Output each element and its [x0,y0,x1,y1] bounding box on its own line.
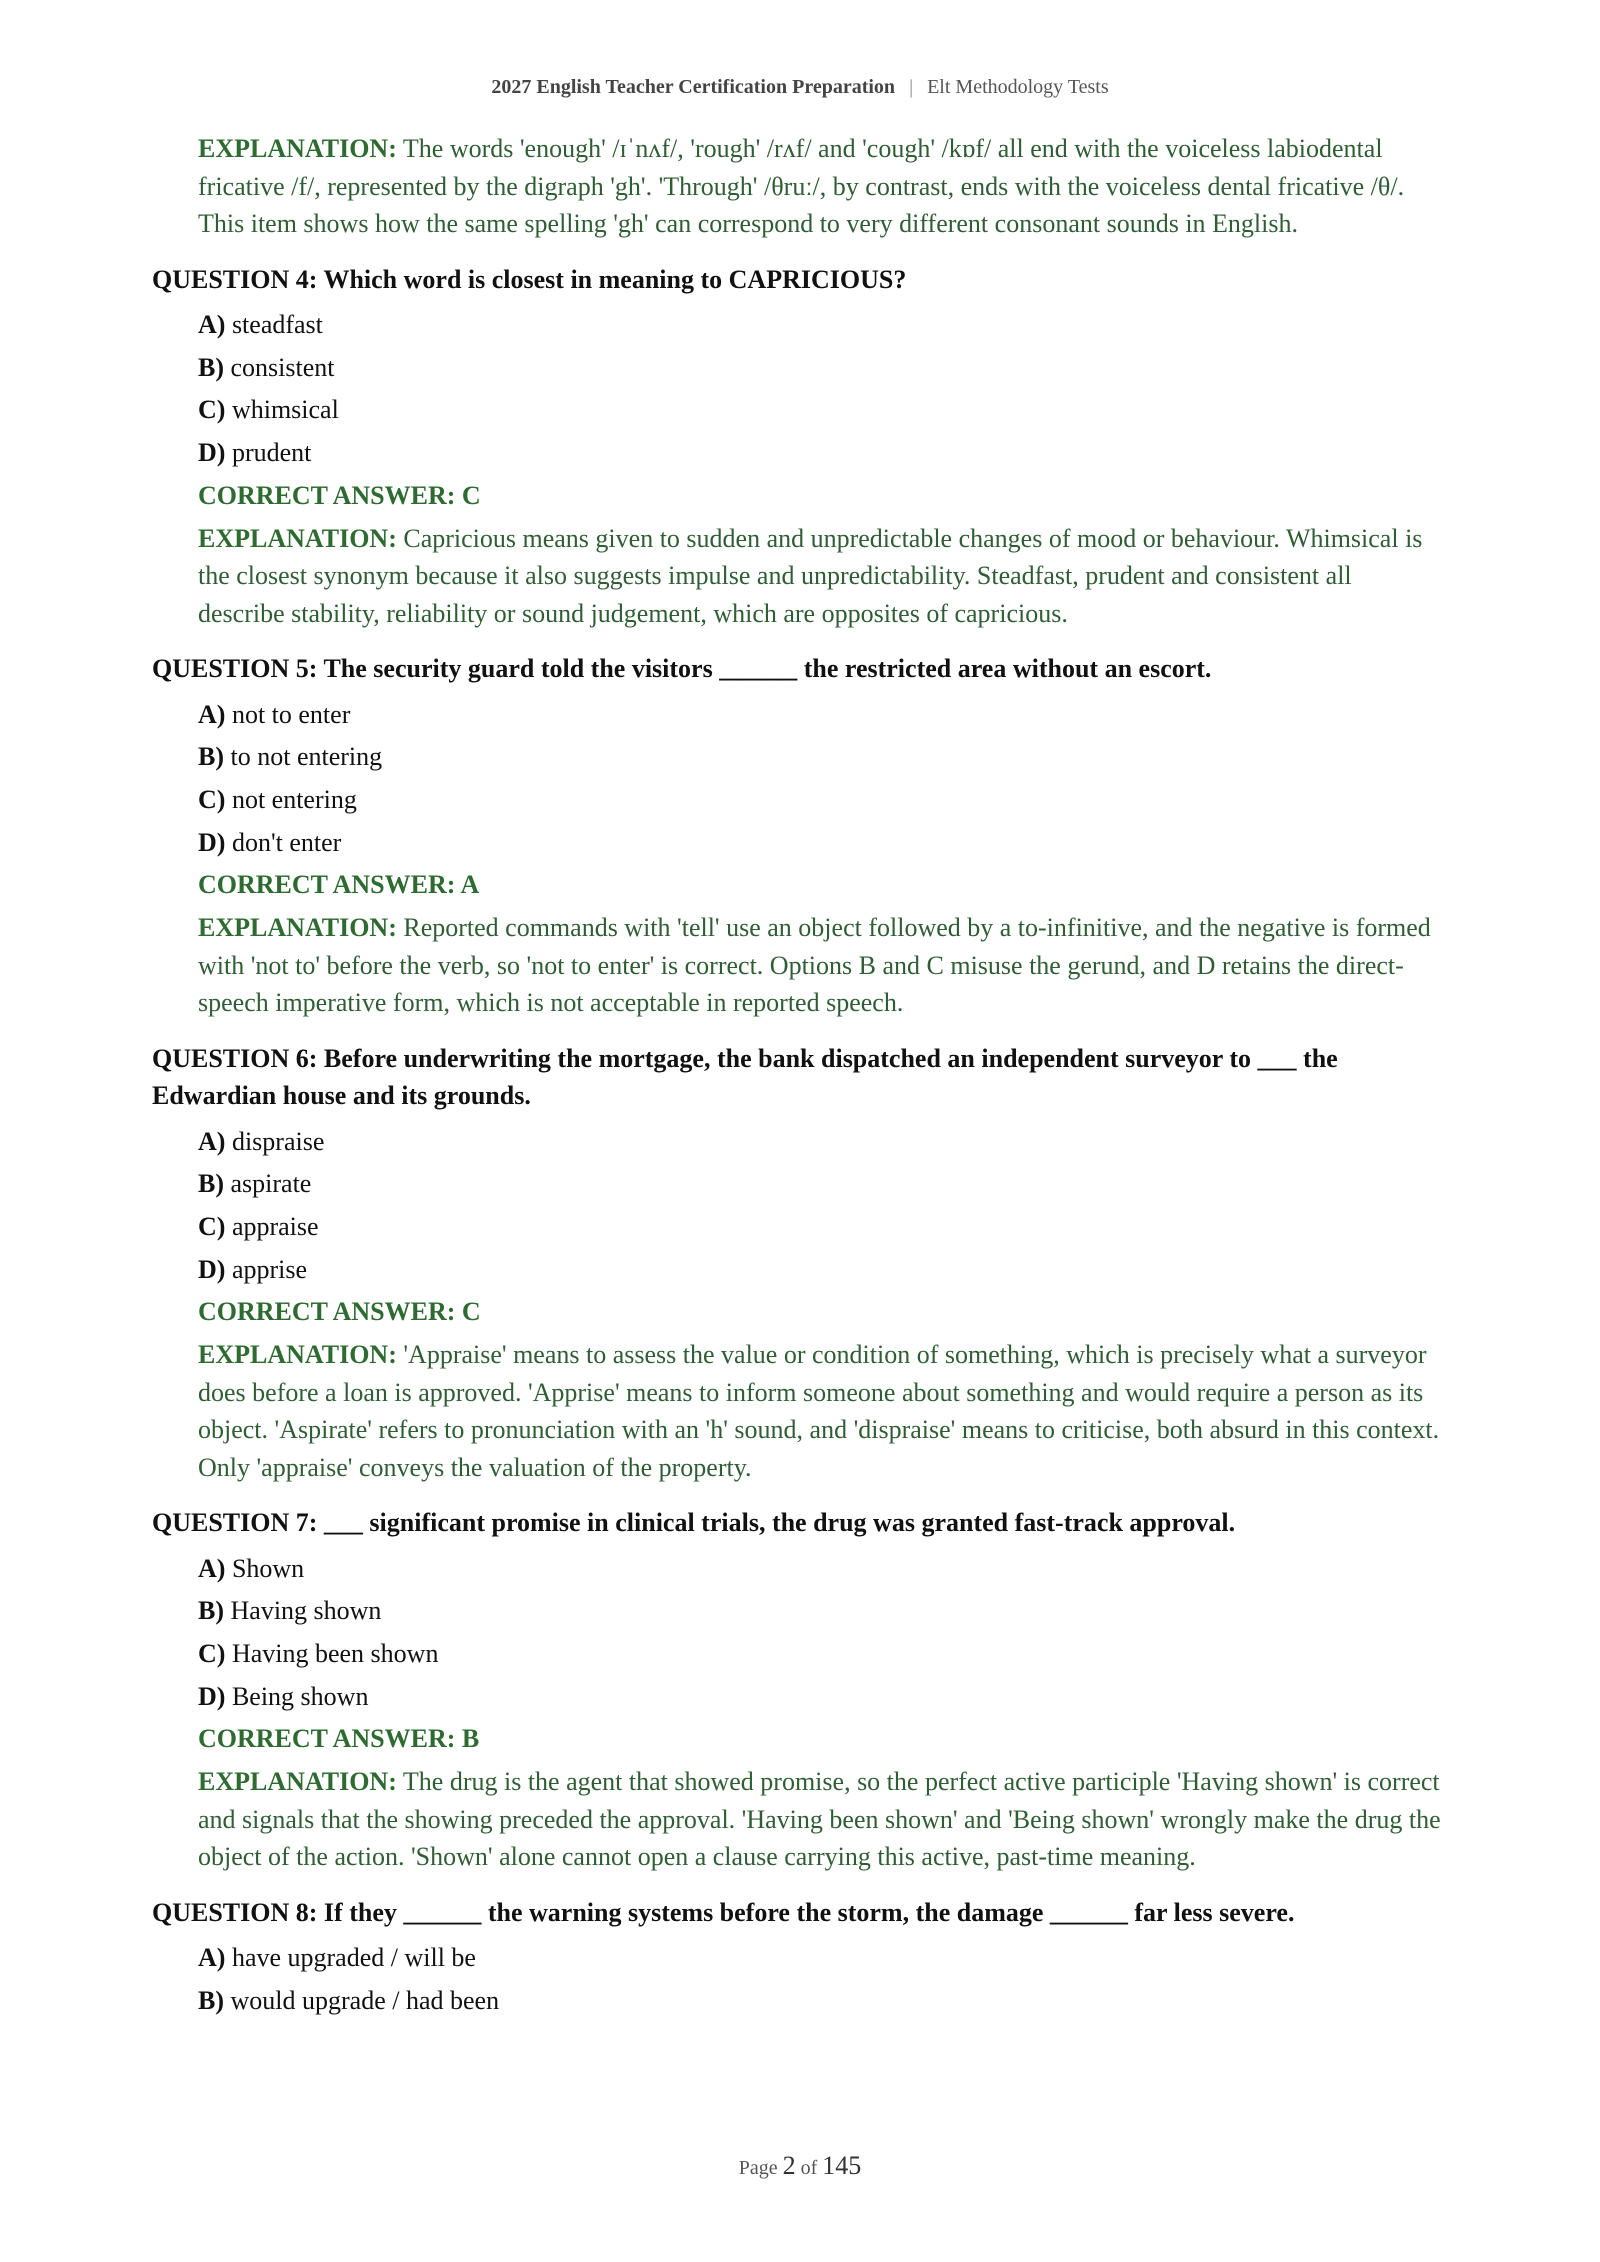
answer-option [198,347,1442,390]
explanation-label: EXPLANATION: [198,523,397,553]
option-letter: A) [198,1553,226,1583]
option-letter: D) [198,1681,226,1711]
option-text: Having been shown [231,1638,439,1668]
option-text: don't enter [231,827,342,857]
page-number: 2 [782,2151,796,2180]
question-text: The security guard told the visitors ______ the restricted area without an escort. [323,654,1212,684]
explanation-q3 [198,130,1442,243]
header-separator: | [909,76,914,98]
correct-answer-label: CORRECT ANSWER: [198,480,456,510]
question-stem [152,261,1442,299]
total-pages: 145 [822,2151,862,2180]
question-text: Before underwriting the mortgage, the bank dispatched an independent surveyor to ___ the Edwardian house and its grounds. [152,1043,1338,1111]
option-letter: D) [198,827,226,857]
question-text: Which word is closest in meaning to CAPRICIOUS? [323,264,907,294]
question-stem [152,650,1442,688]
option-text: consistent [230,352,335,382]
explanation-label: EXPLANATION: [198,913,397,943]
question-list [152,261,1442,2023]
correct-answer-value: B [461,1724,480,1754]
option-text: would upgrade / had been [230,1985,500,2015]
answer-option [198,1980,1442,2023]
option-letter: C) [198,395,226,425]
option-text: whimsical [231,395,339,425]
correct-answer [198,864,1442,907]
option-letter: B) [198,1169,224,1199]
explanation [198,520,1442,633]
option-letter: B) [198,1596,224,1626]
question-stem [152,1504,1442,1542]
answer-option [198,304,1442,347]
question-block [152,1504,1442,1876]
explanation [198,1763,1442,1876]
option-letter: C) [198,1638,226,1668]
correct-answer-label: CORRECT ANSWER: [198,870,456,900]
correct-answer-value: C [461,1297,481,1327]
explanation-label: EXPLANATION: [198,134,397,163]
explanation [198,909,1442,1022]
correct-answer-value: C [461,480,481,510]
option-text: appraise [231,1211,319,1241]
document-subtitle: Elt Methodology Tests [927,76,1109,98]
option-text: prudent [231,438,312,468]
explanation [198,1336,1442,1486]
question-number: QUESTION 8: [152,1897,318,1927]
option-text: Shown [231,1553,305,1583]
option-letter: D) [198,438,226,468]
option-letter: C) [198,1211,226,1241]
option-letter: C) [198,784,226,814]
correct-answer [198,1718,1442,1761]
option-letter: B) [198,1985,224,2015]
option-text: Having shown [230,1596,382,1626]
correct-answer [198,1291,1442,1334]
answer-option [198,1676,1442,1719]
page-content [152,130,1442,2022]
correct-answer-label: CORRECT ANSWER: [198,1297,456,1327]
question-block [152,1894,1442,2023]
option-letter: A) [198,1126,226,1156]
question-number: QUESTION 7: [152,1508,318,1538]
option-letter: A) [198,699,226,729]
answer-option [198,1121,1442,1164]
option-text: dispraise [231,1126,325,1156]
question-number: QUESTION 5: [152,654,318,684]
answer-option [198,1249,1442,1292]
answer-option [198,736,1442,779]
option-text: to not entering [230,742,383,772]
page-header [0,76,1600,99]
answer-option [198,1163,1442,1206]
question-block [152,1040,1442,1487]
answer-option [198,1548,1442,1591]
explanation-text: Reported commands with 'tell' use an object followed by a to-infinitive, and the negative is formed with 'not to' before the verb, so 'not to enter' is correct. Options B and C misuse the gerund, and D retains the direct-speech imperative form, which is not acceptable in reported speech. [198,913,1431,1018]
document-title: 2027 English Teacher Certification Preparation [491,76,896,98]
answer-option [198,822,1442,865]
answer-option [198,432,1442,475]
answer-option [198,694,1442,737]
option-text: not entering [231,784,357,814]
of-word: of [800,2157,818,2179]
option-letter: A) [198,310,226,339]
answer-option [198,389,1442,432]
question-number: QUESTION 6: [152,1043,318,1073]
explanation-label: EXPLANATION: [198,1340,397,1370]
question-text: ___ significant promise in clinical trials, the drug was granted fast-track approval. [323,1508,1236,1538]
explanation-text: 'Appraise' means to assess the value or condition of something, which is precisely what a surveyor does before a loan is approved. 'Apprise' means to inform someone about something and would require a person as its object. 'Aspirate' refers to pronunciation with an 'h' sound, and 'dispraise' means to criticise, both absurd in this context. Only 'appraise' conveys the valuation of the property. [198,1340,1440,1482]
option-letter: D) [198,1254,226,1284]
option-text: steadfast [231,310,323,339]
question-number: QUESTION 4: [152,264,318,294]
explanation-text: The drug is the agent that showed promise, so the perfect active participle 'Having shown' is correct and signals that the showing preceded the approval. 'Having been shown' and 'Being shown' wrongly make the drug the object of the action. 'Shown' alone cannot open a clause carrying this active, past-time meaning. [198,1767,1441,1872]
question-stem [152,1040,1442,1115]
correct-answer [198,475,1442,518]
option-text: not to enter [231,699,351,729]
option-text: have upgraded / will be [231,1943,476,1973]
answer-option [198,1206,1442,1249]
answer-option [198,1633,1442,1676]
question-block [152,261,1442,633]
option-letter: B) [198,352,224,382]
question-block [152,650,1442,1022]
page-footer [0,2151,1600,2181]
answer-option [198,1937,1442,1980]
option-letter: A) [198,1943,226,1973]
explanation-label: EXPLANATION: [198,1767,397,1797]
correct-answer-value: A [460,870,480,900]
option-text: Being shown [231,1681,369,1711]
question-stem [152,1894,1442,1932]
page-word: Page [738,2157,778,2179]
explanation-text: The words 'enough' /ɪˈnʌf/, 'rough' /rʌf/ and 'cough' /kɒf/ all end with the voiceless labiodental fricative /f/, represented by the digraph 'gh'. 'Through' /θruː/, by contrast, ends with the voiceless dental fricative /θ/. This item shows how the same spelling 'gh' can correspond to very different consonant sounds in English. [198,134,1405,238]
correct-answer-label: CORRECT ANSWER: [198,1724,456,1754]
option-text: aspirate [230,1169,312,1199]
question-text: If they ______ the warning systems before the storm, the damage ______ far less severe. [323,1897,1295,1927]
answer-option [198,1590,1442,1633]
option-text: apprise [231,1254,308,1284]
answer-option [198,779,1442,822]
option-letter: B) [198,742,224,772]
explanation-text: Capricious means given to sudden and unpredictable changes of mood or behaviour. Whimsical is the closest synonym because it also suggests impulse and unpredictability. Steadfast, prudent and consistent all describe stability, reliability or sound judgement, which are opposites of capricious. [198,523,1423,628]
